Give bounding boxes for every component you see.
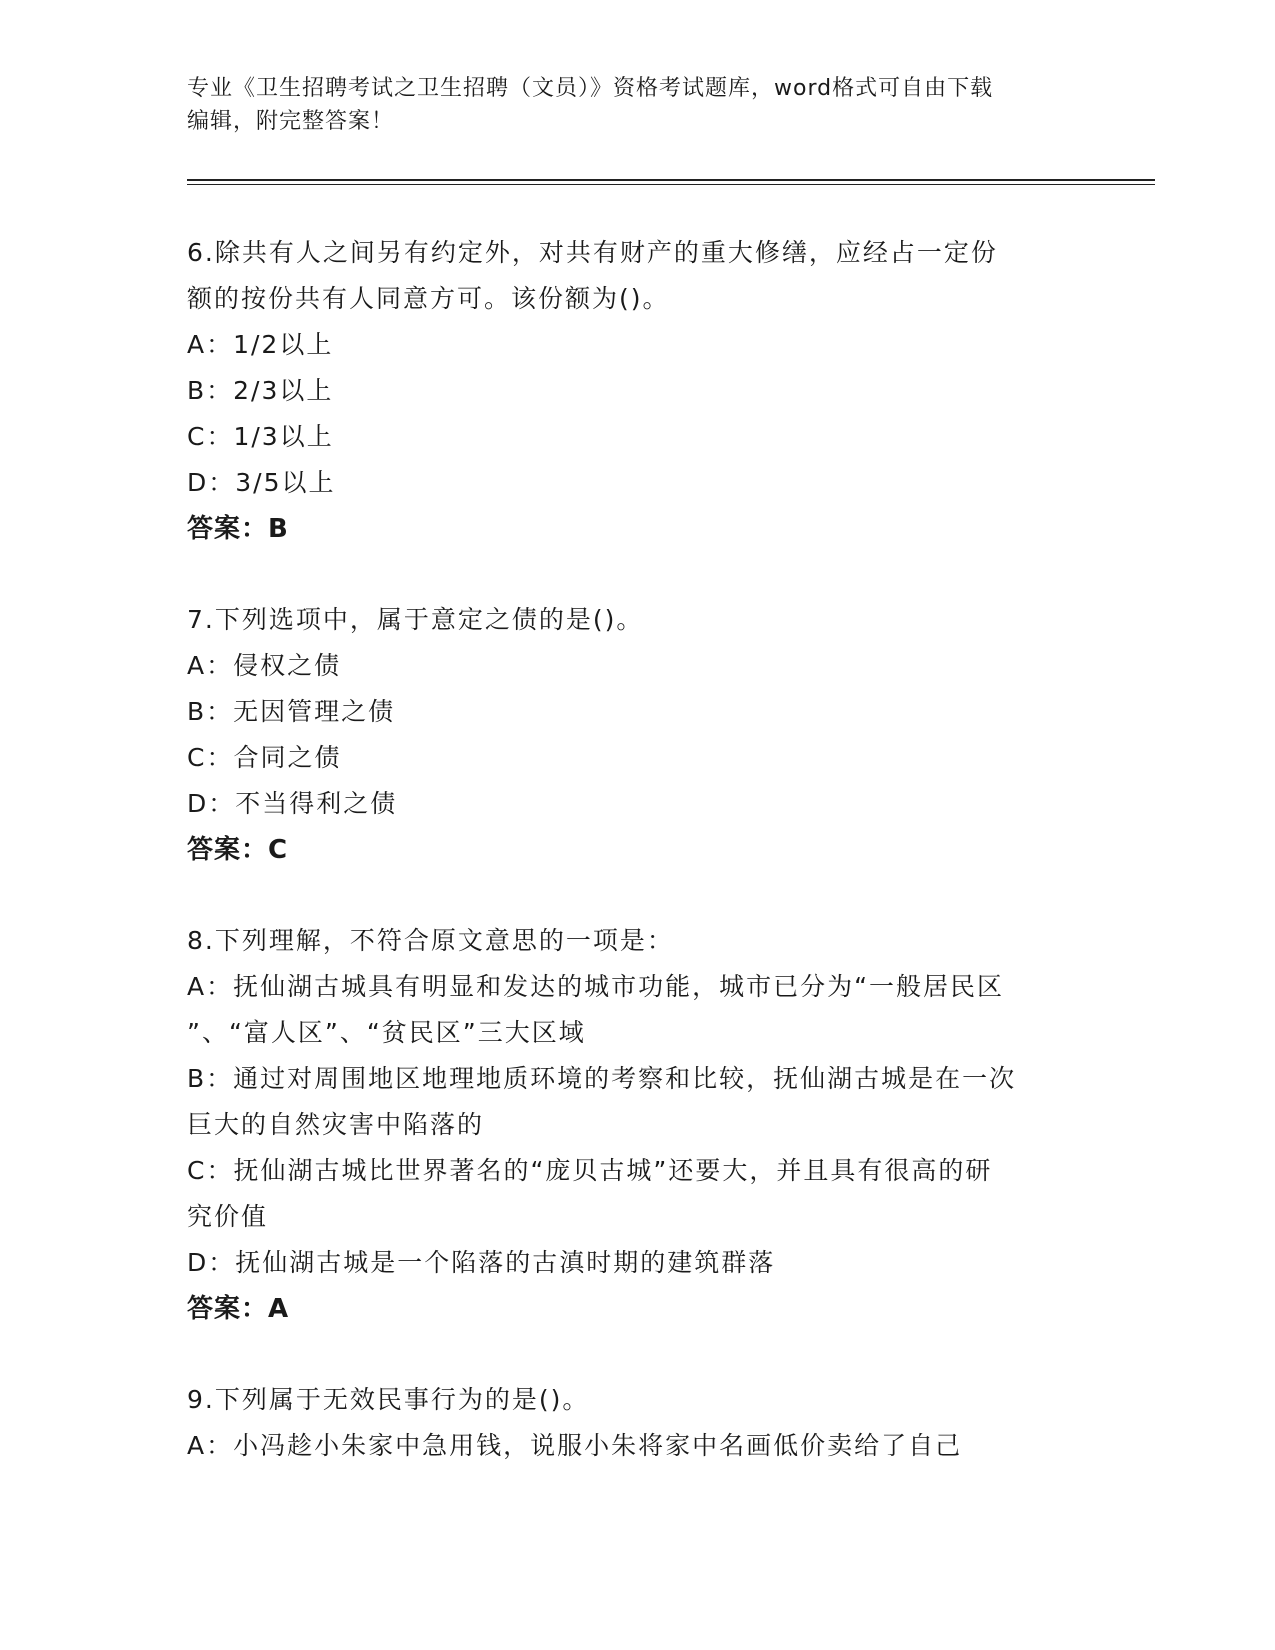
question-stem: 7.下列选项中，属于意定之债的是()。 <box>187 605 644 634</box>
answer-option: B：2/3以上 <box>187 376 334 405</box>
question-block <box>187 1377 1087 1469</box>
answer-option: 巨大的自然灾害中陷落的 <box>187 1110 485 1139</box>
answer-option: A：抚仙湖古城具有明显和发达的城市功能，城市已分为“一般居民区 <box>187 972 1005 1001</box>
answer-option: 究价值 <box>187 1202 269 1231</box>
answer-option: B：通过对周围地区地理地质环境的考察和比较，抚仙湖古城是在一次 <box>187 1064 1017 1093</box>
header-rule-thin <box>187 184 1155 185</box>
answer-option: ”、“富人区”、“贫民区”三大区域 <box>187 1018 586 1047</box>
answer-key: 答案：B <box>187 514 289 544</box>
header-line-2: 编辑，附完整答案！ <box>187 109 395 134</box>
header-line-1: 专业《卫生招聘考试之卫生招聘（文员）》资格考试题库，word格式可自由下载 <box>187 76 994 101</box>
question-stem: 9.下列属于无效民事行为的是()。 <box>187 1385 590 1414</box>
document-header <box>187 72 1087 138</box>
answer-option: A：侵权之债 <box>187 651 342 680</box>
question-block <box>187 597 1087 873</box>
answer-option: A：1/2以上 <box>187 330 334 359</box>
answer-option: D：不当得利之债 <box>187 789 398 818</box>
answer-option: A：小冯趁小朱家中急用钱，说服小朱将家中名画低价卖给了自己 <box>187 1431 963 1460</box>
answer-option: B：无因管理之债 <box>187 697 396 726</box>
answer-key: 答案：A <box>187 1294 290 1324</box>
question-block <box>187 918 1087 1332</box>
answer-option: C：抚仙湖古城比世界著名的“庞贝古城”还要大，并且具有很高的研 <box>187 1156 993 1185</box>
answer-key: 答案：C <box>187 835 289 865</box>
question-list <box>187 230 1087 1514</box>
answer-option: D：3/5以上 <box>187 468 336 497</box>
question-stem: 8.下列理解，不符合原文意思的一项是： <box>187 926 674 955</box>
answer-option: C：合同之债 <box>187 743 342 772</box>
answer-option: D：抚仙湖古城是一个陷落的古滇时期的建筑群落 <box>187 1248 776 1277</box>
question-stem: 额的按份共有人同意方可。该份额为()。 <box>187 284 670 313</box>
answer-option: C：1/3以上 <box>187 422 334 451</box>
question-stem: 6.除共有人之间另有约定外，对共有财产的重大修缮，应经占一定份 <box>187 238 998 267</box>
header-rule-thick <box>187 179 1155 181</box>
question-block <box>187 230 1087 552</box>
